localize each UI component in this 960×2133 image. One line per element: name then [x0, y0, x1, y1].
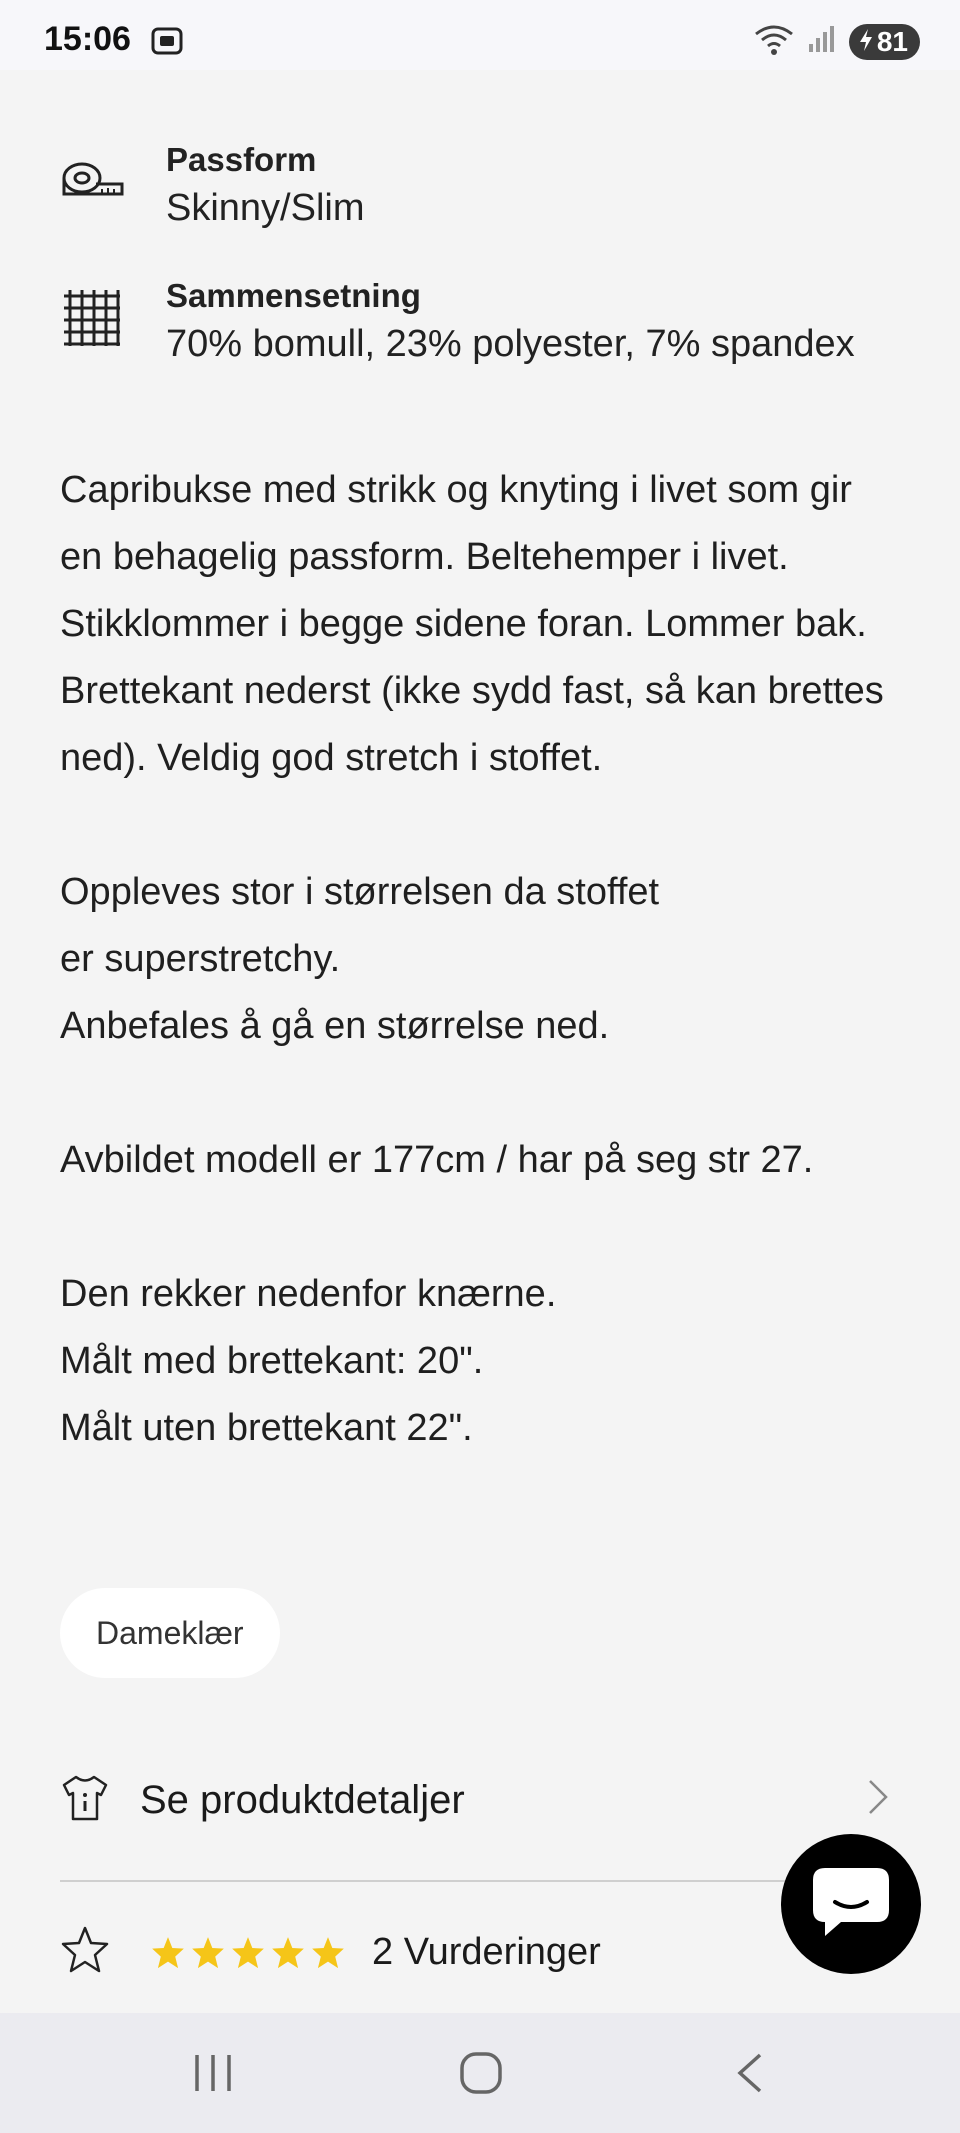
chat-bubble-icon — [811, 1866, 891, 1943]
battery-indicator — [849, 24, 920, 60]
status-bar — [0, 0, 960, 70]
reviews-count-label: 2 Vurderinger — [372, 1931, 601, 1973]
rating-star-icon — [310, 1935, 346, 1971]
status-icons — [753, 22, 920, 61]
rating-star-icon — [150, 1935, 186, 1971]
spec-value: Skinny/Slim — [166, 187, 365, 229]
back-icon[interactable] — [734, 2051, 764, 2100]
divider — [60, 1880, 890, 1882]
product-description: Capribukse med strikk og knyting i livet som gir en behagelig passform. Beltehemper i livet. Stikklommer i begge sidene foran. Lommer bak. Brettekant nederst (ikke sydd fast, så kan brettes ned). Veldig god stretch i stoffet. Oppleves stor i størrelsen da stoffet er superstretchy. Anbefales å gå en størrelse ned. Avbildet modell er 177cm / har på seg str 27. Den rekker nedenfor knærne. Målt med brettekant: 20". Målt uten brettekant 22". — [60, 469, 884, 1449]
measuring-tape-icon — [60, 150, 124, 214]
signal-icon — [807, 24, 837, 59]
rating-star-icon — [230, 1935, 266, 1971]
product-details-link[interactable] — [60, 1765, 890, 1835]
rating-star-icon — [190, 1935, 226, 1971]
status-time: 15:06 — [44, 20, 131, 58]
rating-star-icon — [270, 1935, 306, 1971]
spec-row-composition — [60, 276, 855, 370]
star-outline-icon — [60, 1925, 110, 1980]
chevron-right-icon — [866, 1777, 890, 1822]
category-tag-chip[interactable]: Dameklær — [60, 1588, 280, 1678]
product-details-label: Se produktdetaljer — [140, 1777, 465, 1822]
battery-level: 81 — [876, 25, 908, 57]
screenshot-notification-icon — [150, 24, 184, 63]
wifi-icon — [753, 22, 795, 61]
charging-icon — [859, 26, 873, 58]
spec-label: Passform — [166, 141, 317, 178]
system-nav-bar — [0, 2013, 960, 2133]
spec-value: 70% bomull, 23% polyester, 7% spandex — [166, 323, 855, 365]
recent-apps-icon[interactable] — [193, 2051, 233, 2100]
spec-label: Sammensetning — [166, 277, 421, 314]
chat-button[interactable] — [781, 1834, 921, 1974]
reviews-row[interactable] — [60, 1925, 601, 1980]
fabric-weave-icon — [60, 286, 124, 350]
spec-row-fit — [60, 140, 365, 234]
rating-stars — [150, 1935, 346, 1971]
shirt-info-icon — [60, 1773, 110, 1828]
home-icon[interactable] — [459, 2051, 503, 2100]
